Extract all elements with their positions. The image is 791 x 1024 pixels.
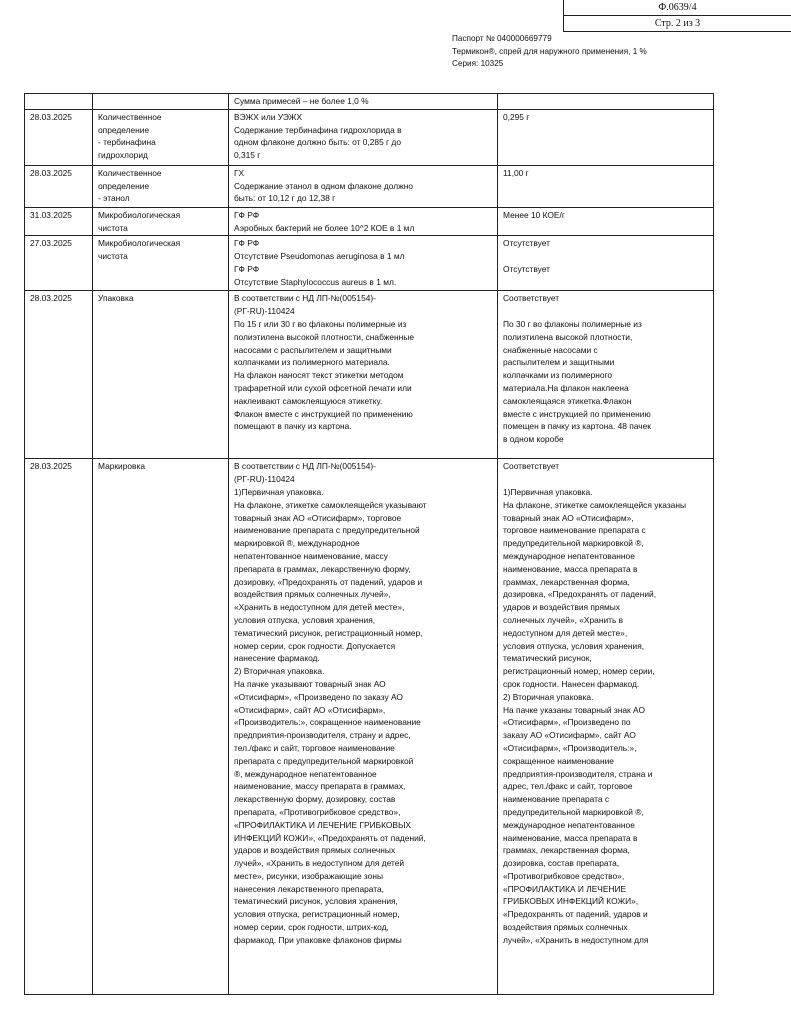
table-row xyxy=(25,291,714,459)
row-norm: ГФ РФ Отсутствие Pseudomonas aeruginosa в 1 мл ГФ РФ Отсутствие Staphylococcus aureus в 1 мл. xyxy=(229,236,498,291)
page-number: Стр. 2 из 3 xyxy=(564,15,791,31)
row-indicator xyxy=(93,94,229,110)
row-norm: ВЭЖХ или УЭЖХ Содержание тербинафина гидрохлорида в одном флаконе должно быть: от 0,285 г до 0,315 г xyxy=(229,109,498,165)
analysis-table xyxy=(24,93,714,995)
series-number: Серия: 10325 xyxy=(452,59,504,68)
row-norm: ГФ РФ Аэробных бактерий не более 10^2 КОЕ в 1 мл xyxy=(229,207,498,236)
passport-header xyxy=(452,33,647,71)
row-result: Менее 10 КОЕ/г xyxy=(498,207,714,236)
row-indicator: Количественное определение - тербинафина гидрохлорид xyxy=(93,109,229,165)
table-row xyxy=(25,459,714,995)
row-norm: В соответствии с НД ЛП-№(005154)- (РГ-RU)-110424 По 15 г или 30 г во флаконы полимерные из полиэтилена высокой плотности, снабженные насосами с распылителем и защитными колпачками из полимерного материала. На флакон наносят текст этикетки методом трафаретной или сухой офсетной печати или наклеивают самоклеящуюся этикетку. Флакон вместе с инструкцией по применению помещают в пачку из картона. xyxy=(229,291,498,459)
passport-number: Паспорт № 040000669779 xyxy=(452,34,552,43)
product-name: Термикон®, спрей для наружного применения, 1 % xyxy=(452,46,647,56)
row-indicator: Упаковка xyxy=(93,291,229,459)
row-result: Отсутствует Отсутствует xyxy=(498,236,714,291)
table-row xyxy=(25,207,714,236)
row-indicator: Микробиологическая чистота xyxy=(93,236,229,291)
table-row xyxy=(25,165,714,207)
form-code: Ф.0639/4 xyxy=(658,2,697,13)
row-norm: Сумма примесей – не более 1,0 % xyxy=(229,94,498,110)
row-date: 27.03.2025 xyxy=(25,236,93,291)
row-result: 11,00 г xyxy=(498,165,714,207)
table-row xyxy=(25,94,714,110)
row-indicator: Маркировка xyxy=(93,459,229,995)
table-row xyxy=(25,109,714,165)
row-result: Соответствует По 30 г во флаконы полимерные из полиэтилена высокой плотности, снабженные насосами с распылителем и защитными колпачками из полимерного материала.На флакон наклеена самоклеящаяся этикетка.Флакон вместе с инструкцией по применению помещен в пачку из картона. 48 пачек в одном коробе xyxy=(498,291,714,459)
row-date: 28.03.2025 xyxy=(25,291,93,459)
row-result: Соответствует 1)Первичная упаковка. На флаконе, этикетке самоклеящейся указаны товарный знак АО «Отисифарм», торговое наименование препарата с предупредительной маркировкой ®, международное непатентованное наименование, масса препарата в граммах, лекарственная форма, дозировка, «Предохранять от падений, ударов и воздействия прямых солнечных лучей», «Хранить в недоступном для детей месте», условия отпуска, условия хранения, тематический рисунок, регистрационный номер, номер серии, срок годности. Нанесен фармакод. 2) Вторичная упаковка. На пачке указаны товарный знак АО «Отисифарм», «Произведено по заказу АО «Отисифарм», сайт АО «Отисифарм», «Производитель:», сокращенное наименование предприятия-производителя, страна и адрес, тел./факс и сайт, торговое наименование препарата с предупредительной маркировкой ®, международное непатентованное наименование, масса препарата в граммах, лекарственная форма, дозировка, состав препарата, «Противогрибковое средство», «ПРОФИЛАКТИКА И ЛЕЧЕНИЕ ГРИБКОВЫХ ИНФЕКЦИЙ КОЖИ», «Предохранять от падений, ударов и воздействия прямых солнечных лучей», «Хранить в недоступном для xyxy=(498,459,714,995)
row-date: 28.03.2025 xyxy=(25,459,93,995)
table-row xyxy=(25,236,714,291)
form-code-box xyxy=(563,0,791,32)
row-date: 28.03.2025 xyxy=(25,165,93,207)
row-norm: ГХ Содержание этанол в одном флаконе должно быть: от 10,12 г до 12,38 г xyxy=(229,165,498,207)
row-result xyxy=(498,94,714,110)
row-date: 28.03.2025 xyxy=(25,109,93,165)
row-indicator: Микробиологическая чистота xyxy=(93,207,229,236)
row-date xyxy=(25,94,93,110)
row-norm: В соответствии с НД ЛП-№(005154)- (РГ-RU)-110424 1)Первичная упаковка. На флаконе, этикетке самоклеящейся указывают товарный знак АО «Отисифарм», торговое наименование препарата с предупредительной маркировкой ®, международное непатентованное наименование, массу препарата в граммах, лекарственную форму, дозировку, «Предохранять от падений, ударов и воздействия прямых солнечных лучей», «Хранить в недоступном для детей месте», условия отпуска, условия хранения, тематический рисунок, регистрационный номер, номер серии, срок годности. Допускается нанесение фармакод. 2) Вторичная упаковка. На пачке указывают товарный знак АО «Отисифарм», «Произведено по заказу АО «Отисифарм», сайт АО «Отисифарм», «Производитель:», сокращенное наименование предприятия-производителя, страну и адрес, тел./факс и сайт, торговое наименование препарата с предупредительной маркировкой ®, международное непатентованное наименование, массу препарата в граммах, лекарственную форму, дозировку, состав препарата, «Противогрибковое средство», «ПРОФИЛАКТИКА И ЛЕЧЕНИЕ ГРИБКОВЫХ ИНФЕКЦИЙ КОЖИ», «Предохранять от падений, ударов и воздействия прямых солнечных лучей», «Хранить в недоступном для детей месте», рисунки, изображающие зоны нанесения лекарственного препарата, тематический рисунок, условия хранения, условия отпуска, регистрационный номер, номер серии, срок годности, штрих-код, фармакод. При упаковке флаконов фирмы xyxy=(229,459,498,995)
row-indicator: Количественное определение - этанол xyxy=(93,165,229,207)
row-date: 31.03.2025 xyxy=(25,207,93,236)
row-result: 0,295 г xyxy=(498,109,714,165)
